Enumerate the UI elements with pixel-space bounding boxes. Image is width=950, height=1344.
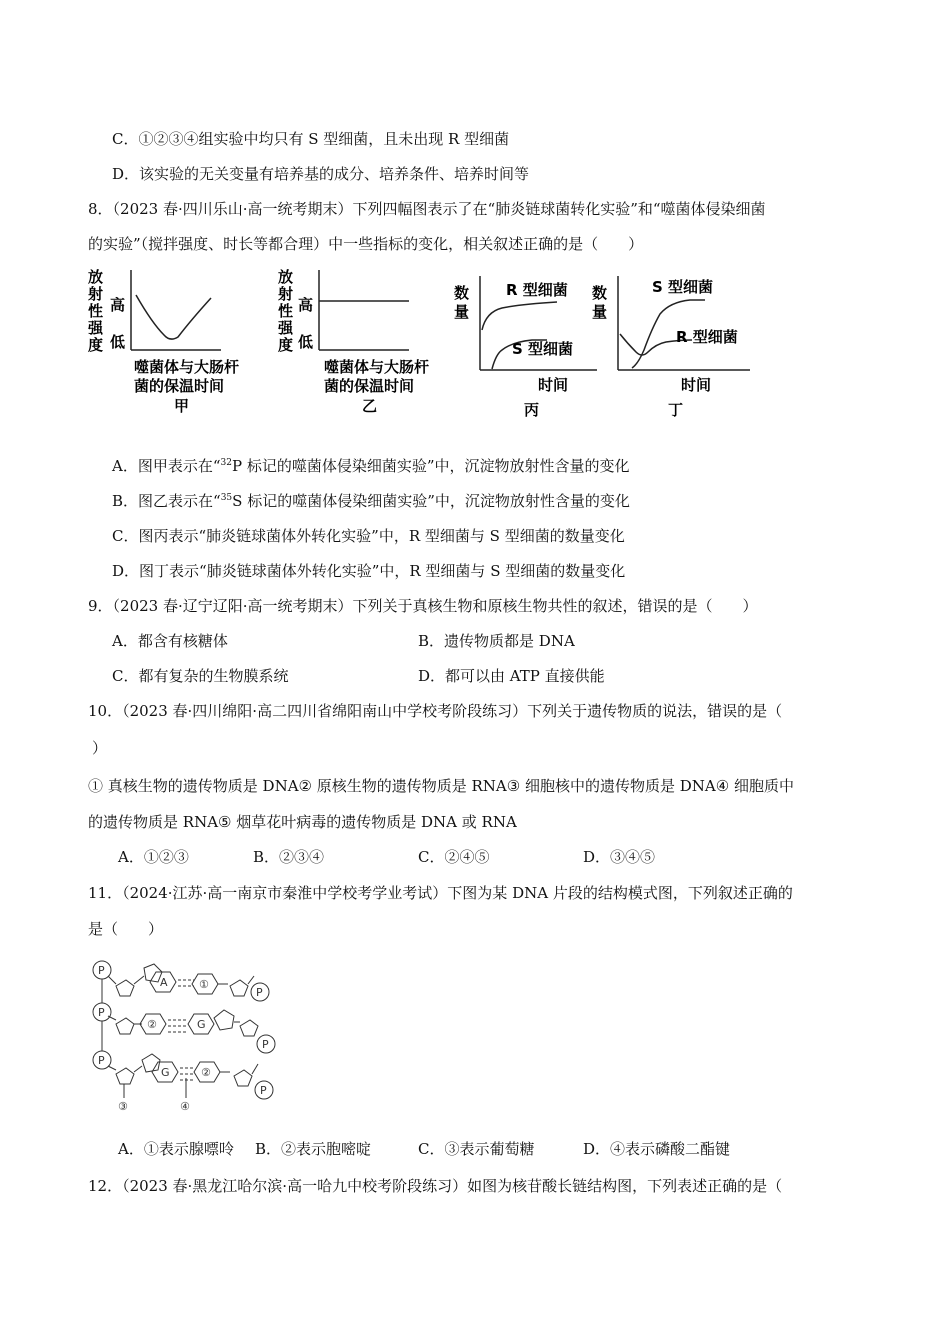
dna-structure-figure	[88, 956, 288, 1116]
ding-series-bottom: R 型细菌	[676, 328, 738, 346]
q9-option-b: B．遗传物质都是 DNA	[418, 632, 575, 650]
q11-stem-line2: 是（ ）	[88, 920, 164, 938]
bing-series-top: R 型细菌	[506, 281, 568, 299]
svg-text:放: 放	[88, 268, 104, 286]
q8-stem-line2: 的实验”（搅拌强度、时长等都合理）中一些指标的变化，相关叙述正确的是（ ）	[88, 235, 644, 253]
q9-option-a: A．都含有核糖体	[112, 632, 228, 650]
q9-option-c: C．都有复杂的生物膜系统	[112, 667, 289, 685]
jia-curve	[136, 295, 211, 339]
svg-text:G: G	[161, 1066, 170, 1079]
yi-high-label: 高	[298, 296, 314, 314]
q11-option-b: B．②表示胞嘧啶	[255, 1140, 372, 1158]
jia-caption: 甲	[174, 397, 190, 415]
q8-option-a: A．图甲表示在“$^{32}$P 标记的噬菌体侵染细菌实验”中，沉淀物放射性含量的变化	[112, 457, 630, 475]
svg-text:数: 数	[592, 284, 608, 302]
jia-xlabel-1: 噬菌体与大肠杆	[134, 358, 240, 376]
svg-text:P: P	[262, 1038, 269, 1051]
jia-high-label: 高	[110, 296, 126, 314]
svg-text:A: A	[160, 976, 168, 989]
q10-body-line2: 的遗传物质是 RNA⑤ 烟草花叶病毒的遗传物质是 DNA 或 RNA	[88, 813, 517, 831]
svg-text:性: 性	[278, 302, 294, 320]
q11-option-c: C．③表示葡萄糖	[418, 1140, 535, 1158]
ding-caption: 丁	[668, 401, 684, 419]
svg-text:射: 射	[88, 285, 104, 303]
svg-text:P: P	[98, 964, 105, 977]
svg-text:数: 数	[454, 284, 470, 302]
q10-option-a: A．①②③	[118, 848, 189, 866]
yi-caption: 乙	[362, 397, 378, 415]
q11-stem-line1: 11．（2024·江苏·高一南京市秦淮中学校考学业考试）下图为某 DNA 片段的结构模式图，下列叙述正确的	[88, 884, 793, 902]
q10-option-c: C．②④⑤	[418, 848, 490, 866]
svg-text:G: G	[197, 1018, 206, 1031]
svg-text:P: P	[98, 1054, 105, 1067]
yi-xlabel-2: 菌的保温时间	[324, 377, 415, 395]
svg-text:②: ②	[201, 1066, 211, 1079]
svg-text:量: 量	[592, 303, 608, 321]
label-3: ③	[118, 1100, 128, 1113]
svg-text:度: 度	[278, 336, 294, 354]
svg-text:②: ②	[147, 1018, 157, 1031]
bing-xlabel: 时间	[538, 376, 569, 394]
q10-stem-line2: ）	[92, 739, 108, 757]
q8-stem-line1: 8．（2023 春·四川乐山·高一统考期末）下列四幅图表示了在“肺炎链球菌转化实验”和“噬菌体侵染细菌	[88, 200, 766, 218]
q11-option-a: A．①表示腺嘌呤	[118, 1140, 234, 1158]
svg-text:P: P	[256, 986, 263, 999]
q10-option-b: B．②③④	[253, 848, 325, 866]
ding-xlabel: 时间	[681, 376, 712, 394]
q12-stem: 12．（2023 春·黑龙江哈尔滨·高一哈九中校考阶段练习）如图为核苷酸长链结构图，下列表述正确的是（	[88, 1177, 783, 1195]
bing-series-bottom: S 型细菌	[512, 340, 574, 358]
deoxyribose-icon	[116, 980, 134, 996]
figure-ding	[590, 272, 765, 422]
q9-option-d: D．都可以由 ATP 直接供能	[418, 667, 605, 685]
q10-body-line1: ① 真核生物的遗传物质是 DNA② 原核生物的遗传物质是 RNA③ 细胞核中的遗传物质是 DNA④ 细胞质中	[88, 777, 794, 795]
svg-text:P: P	[98, 1006, 105, 1019]
q8-option-d: D．图丁表示“肺炎链球菌体外转化实验”中，R 型细菌与 S 型细菌的数量变化	[112, 562, 626, 580]
q7-option-d: D．该实验的无关变量有培养基的成分、培养条件、培养时间等	[112, 165, 530, 183]
q8-option-b: B．图乙表示在“$^{35}$S 标记的噬菌体侵染细菌实验”中，沉淀物放射性含量的变化	[112, 492, 630, 510]
jia-ylabel	[87, 268, 104, 354]
svg-text:P: P	[260, 1084, 267, 1097]
q10-option-d: D．③④⑤	[583, 848, 656, 866]
jia-xlabel-2: 菌的保温时间	[134, 377, 225, 395]
svg-text:放: 放	[278, 268, 294, 286]
label-4: ④	[180, 1100, 190, 1113]
jia-low-label: 低	[110, 333, 126, 351]
bing-caption: 丙	[524, 401, 540, 419]
figure-yi	[276, 265, 466, 425]
yi-ylabel	[277, 268, 294, 354]
yi-low-label: 低	[298, 333, 314, 351]
figure-jia	[86, 265, 276, 425]
q10-stem-line1: 10．（2023 春·四川绵阳·高二四川省绵阳南山中学校考阶段练习）下列关于遗传物质的说法，错误的是（	[88, 702, 783, 720]
yi-xlabel-1: 噬菌体与大肠杆	[324, 358, 430, 376]
svg-text:强: 强	[278, 319, 294, 337]
svg-text:量: 量	[454, 303, 470, 321]
ding-ylabel	[592, 284, 607, 321]
bing-ylabel	[454, 284, 469, 321]
q9-stem: 9．（2023 春·辽宁辽阳·高一统考期末）下列关于真核生物和原核生物共性的叙述，错误的是（ ）	[88, 597, 758, 615]
svg-text:①: ①	[199, 978, 209, 991]
figure-bing	[452, 272, 607, 422]
svg-text:射: 射	[278, 285, 294, 303]
svg-text:性: 性	[88, 302, 104, 320]
q7-option-c: C．①②③④组实验中均只有 S 型细菌，且未出现 R 型细菌	[112, 130, 510, 148]
svg-text:度: 度	[88, 336, 104, 354]
svg-text:强: 强	[88, 319, 104, 337]
bing-r-curve	[482, 302, 557, 330]
ding-series-top: S 型细菌	[652, 278, 714, 296]
q11-option-d: D．④表示磷酸二酯键	[583, 1140, 731, 1158]
q8-option-c: C．图丙表示“肺炎链球菌体外转化实验”中，R 型细菌与 S 型细菌的数量变化	[112, 527, 625, 545]
